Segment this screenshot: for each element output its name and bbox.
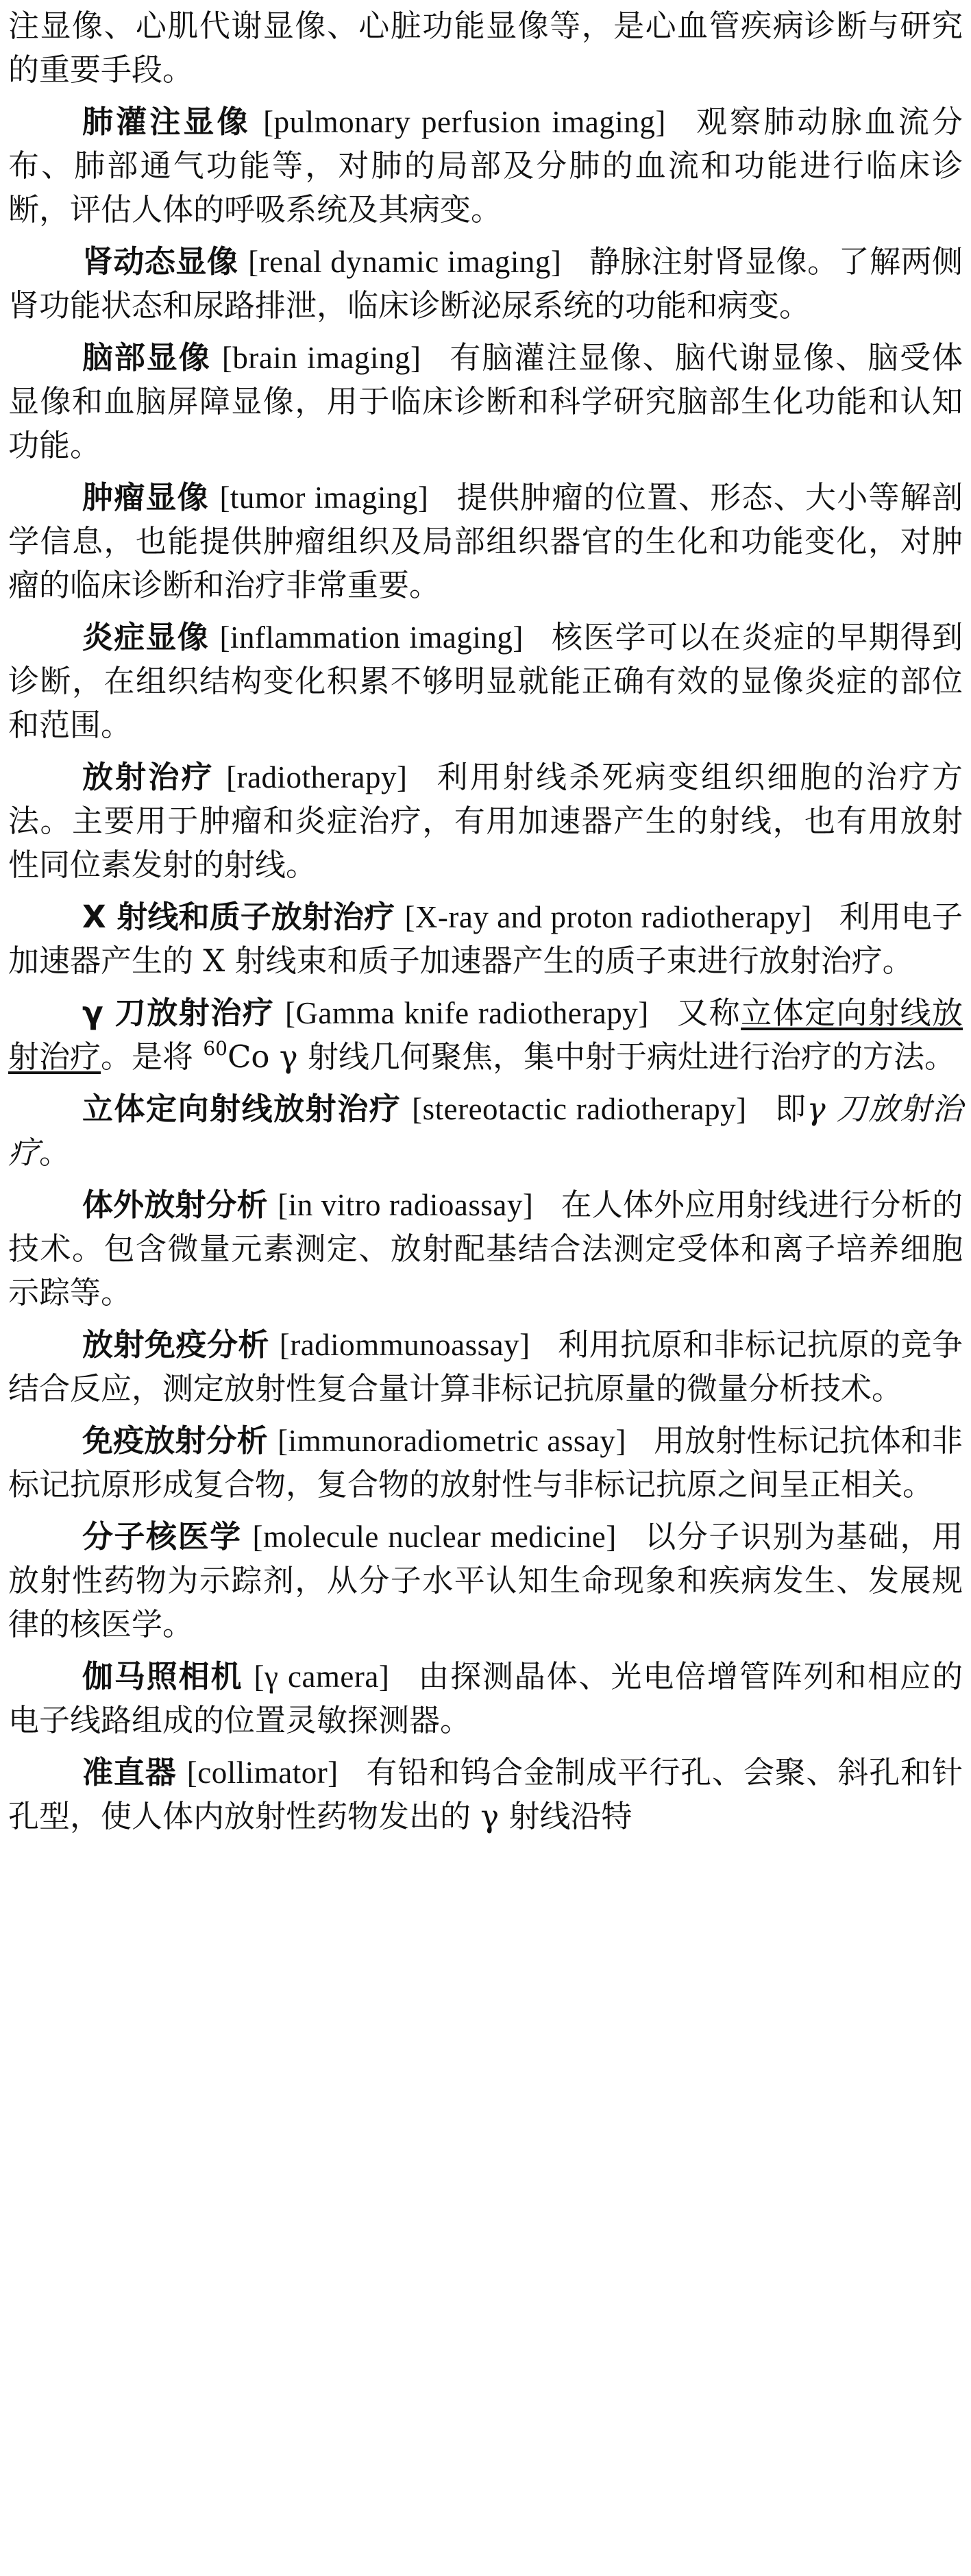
entry-term: 炎症显像 — [82, 619, 209, 655]
entry-gamma-camera — [8, 1655, 963, 1742]
entry-english: [γ camera] — [254, 1660, 390, 1694]
entry-definition: 核医学可以在炎症的早期得到诊断，在组织结构变化积累不够明显就能正确有效的显像炎症的部位和范围。 — [8, 619, 963, 743]
entry-term: 免疫放射分析 — [82, 1422, 268, 1459]
entry-english: [renal dynamic imaging] — [248, 245, 562, 279]
entry-tumor-imaging — [8, 476, 963, 607]
cross-reference-link: 立体定向射线放射治疗 — [8, 995, 963, 1075]
entry-molecule-nuclear-medicine — [8, 1515, 963, 1647]
entry-definition: 静脉注射肾显像。了解两侧肾功能状态和尿路排泄，临床诊断泌尿系统的功能和病变。 — [8, 243, 963, 324]
entry-term: 肾动态显像 — [82, 243, 238, 280]
entry-english: [pulmonary perfusion imaging] — [263, 105, 666, 139]
entry-english: [radiotherapy] — [226, 760, 408, 794]
entry-collimator — [8, 1751, 963, 1838]
entry-definition-post: 射线几何聚焦，集中射于病灶进行治疗的方法。 — [297, 1038, 956, 1075]
entry-term: 体外放射分析 — [82, 1187, 268, 1223]
entry-term: X 射线和质子放射治疗 — [82, 899, 395, 935]
entry-definition: 利用电子加速器产生的 X 射线束和质子加速器产生的质子束进行放射治疗。 — [8, 899, 963, 979]
entry-definition: 利用射线杀死病变组织细胞的治疗方法。主要用于肿瘤和炎症治疗，有用加速器产生的射线，也有用放射性同位素发射的射线。 — [8, 759, 963, 883]
entry-english: [Gamma knife radiotherapy] — [284, 996, 649, 1030]
entry-english: [immunoradiometric assay] — [278, 1424, 626, 1458]
entry-term: 肺灌注显像 — [82, 104, 251, 140]
entry-radiotherapy — [8, 755, 963, 887]
entry-definition: 有铅和钨合金制成平行孔、会聚、斜孔和针孔型，使人体内放射性药物发出的 γ 射线沿特 — [8, 1754, 963, 1834]
entry-immunoradiometric-assay — [8, 1419, 963, 1507]
entry-english: [molecule nuclear medicine] — [252, 1520, 617, 1554]
entry-term: γ 刀放射治疗 — [82, 995, 275, 1031]
entry-term: 立体定向射线放射治疗 — [82, 1091, 402, 1127]
entry-in-vitro-radioassay — [8, 1183, 963, 1315]
entry-definition: 观察肺动脉血流分布、肺部通气功能等，对肺的局部及分肺的血流和功能进行临床诊断，评估人体的呼吸系统及其病变。 — [8, 104, 963, 228]
entry-definition: 用放射性标记抗体和非标记抗原形成复合物，复合物的放射性与非标记抗原之间呈正相关。 — [8, 1422, 963, 1503]
entry-english: [X-ray and proton radiotherapy] — [404, 900, 812, 934]
entry-definition: 利用抗原和非标记抗原的竞争结合反应，测定放射性复合量计算非标记抗原量的微量分析技术。 — [8, 1326, 963, 1407]
cross-reference-italic: γ 刀放射治疗 — [8, 1091, 963, 1171]
entry-english: [tumor imaging] — [219, 481, 429, 515]
entry-definition: 由探测晶体、光电倍增管阵列和相应的电子线路组成的位置灵敏探测器。 — [8, 1658, 963, 1738]
entry-term: 伽马照相机 — [82, 1658, 243, 1694]
isotope-mass-number: 60 — [203, 1037, 228, 1060]
entry-definition-post: 。 — [39, 1134, 71, 1171]
entry-definition-pre: 又称 — [676, 995, 741, 1031]
entry-radioimmunoassay — [8, 1323, 963, 1411]
entry-term: 放射治疗 — [82, 759, 214, 795]
entry-definition: 以分子识别为基础，用放射性药物为示踪剂，从分子水平认知生命现象和疾病发生、发展规律的核医学。 — [8, 1518, 963, 1642]
entry-definition: 提供肿瘤的位置、形态、大小等解剖学信息，也能提供肿瘤组织及局部组织器官的生化和功能变化，对肿瘤的临床诊断和治疗非常重要。 — [8, 479, 963, 603]
entry-english: [radiommunoassay] — [279, 1328, 530, 1362]
entry-definition: 有脑灌注显像、脑代谢显像、脑受体显像和血脑屏障显像，用于临床诊断和科学研究脑部生化功能和认知功能。 — [8, 339, 963, 463]
entry-definition: 在人体外应用射线进行分析的技术。包含微量元素测定、放射配基结合法测定受体和离子培养细胞示踪等。 — [8, 1187, 963, 1311]
entry-english: [inflammation imaging] — [219, 620, 524, 655]
entry-pulmonary-perfusion-imaging — [8, 100, 963, 232]
entry-term: 准直器 — [82, 1754, 177, 1790]
entry-brain-imaging — [8, 336, 963, 467]
isotope-symbol: Co γ — [227, 1038, 298, 1075]
entry-inflammation-imaging — [8, 616, 963, 747]
entry-definition-mid: 。是将 — [101, 1038, 204, 1075]
entry-term: 放射免疫分析 — [82, 1326, 269, 1363]
entry-renal-dynamic-imaging — [8, 240, 963, 328]
entry-english: [in vitro radioassay] — [278, 1188, 534, 1222]
entry-term: 肿瘤显像 — [82, 479, 209, 515]
entry-term: 分子核医学 — [82, 1518, 242, 1555]
entry-xray-proton-radiotherapy — [8, 895, 963, 983]
entry-english: [brain imaging] — [221, 341, 421, 375]
entry-term: 脑部显像 — [82, 339, 211, 376]
entry-definition-pre: 即 — [774, 1091, 807, 1127]
entry-stereotactic-radiotherapy — [8, 1087, 963, 1175]
entry-english: [collimator] — [186, 1755, 339, 1790]
entry-gamma-knife-radiotherapy — [8, 991, 963, 1079]
intro-continuation-text: 注显像、心肌代谢显像、心脏功能显像等，是心血管疾病诊断与研究的重要手段。 — [8, 8, 963, 88]
entry-english: [stereotactic radiotherapy] — [412, 1092, 747, 1126]
